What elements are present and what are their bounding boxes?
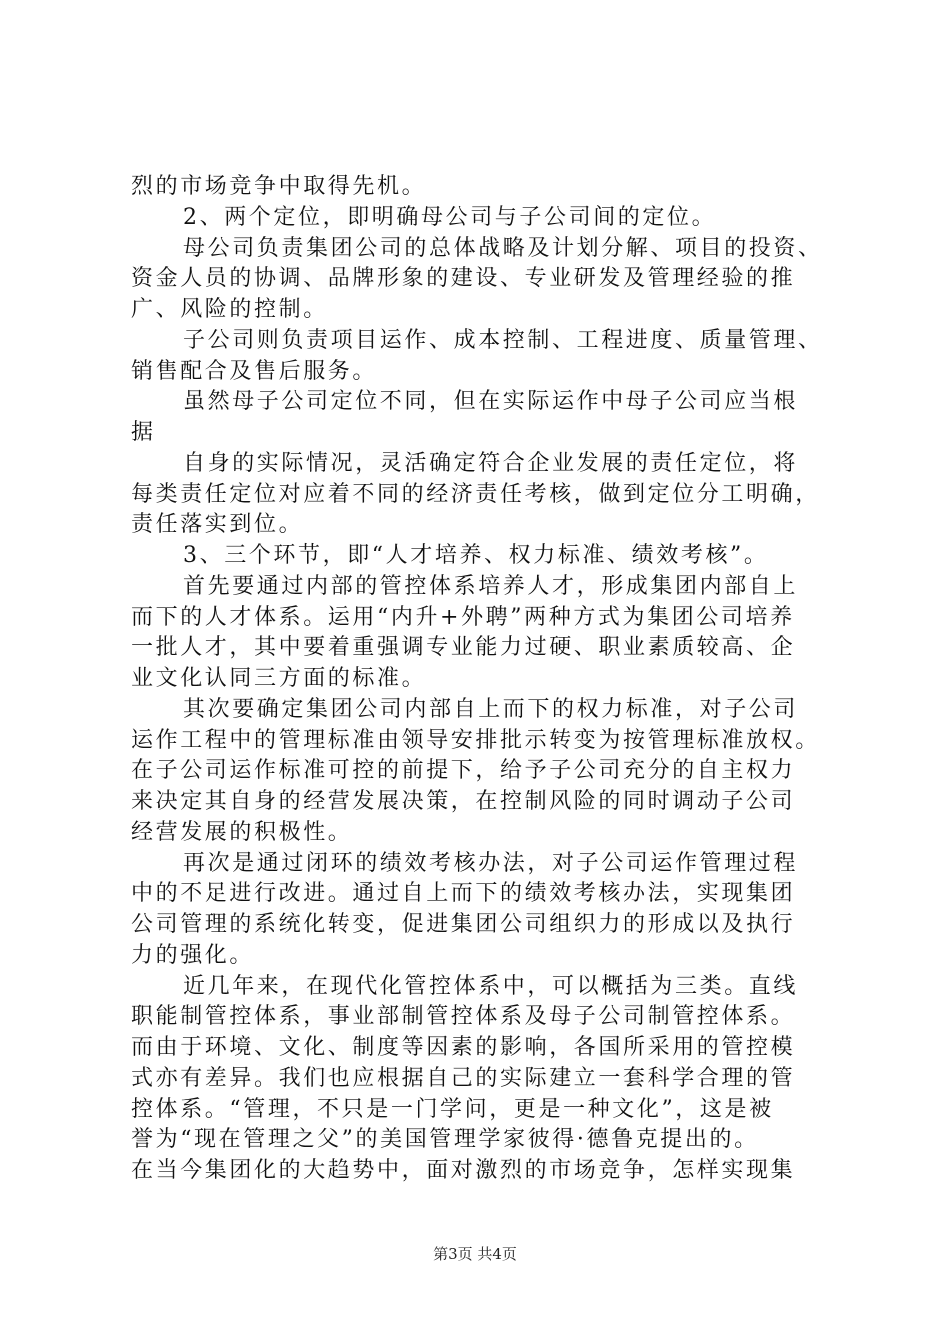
- document-body: [131, 172, 831, 1187]
- text-line: 公司管理的系统化转变，促进集团公司组织力的形成以及执行: [131, 912, 796, 937]
- text-line: 子公司则负责项目运作、成本控制、工程进度、质量管理、: [183, 327, 823, 353]
- text-line: 来决定其自身的经营发展决策，在控制风险的同时调动子公司: [131, 789, 796, 814]
- text-line: 资金人员的协调、品牌形象的建设、专业研发及管理经验的推: [131, 266, 796, 292]
- text-line: 运作工程中的管理标准由领导安排批示转变为按管理标准放权。: [131, 727, 820, 753]
- text-line: 职能制管控体系，事业部制管控体系及母子公司制管控体系。: [131, 1004, 796, 1030]
- text-line: 广、风险的控制。: [131, 297, 328, 322]
- text-line: 而下的人才体系。运用“内升+外聘”两种方式为集团公司培养: [131, 604, 795, 630]
- page-number: 第3页 共4页: [433, 1245, 517, 1263]
- section-heading: 3、三个环节，即“人才培养、权力标准、绩效考核”。: [183, 543, 769, 568]
- text-line: 控体系。“管理，不只是一门学问，更是一种文化”，这是被: [131, 1096, 774, 1122]
- text-line: 而由于环境、文化、制度等因素的影响，各国所采用的管控模: [131, 1035, 796, 1060]
- text-line: 力的强化。: [131, 942, 255, 968]
- section-heading: 2、两个定位，即明确母公司与子公司间的定位。: [183, 204, 717, 230]
- text-line: 再次是通过闭环的绩效考核办法，对子公司运作管理过程: [183, 850, 799, 876]
- text-line: 在子公司运作标准可控的前提下，给予子公司充分的自主权力: [131, 758, 796, 784]
- text-line: 近几年来，在现代化管控体系中，可以概括为三类。直线: [183, 973, 799, 999]
- text-line: 每类责任定位对应着不同的经济责任考核，做到定位分工明确，: [131, 481, 820, 507]
- text-line: 业文化认同三方面的标准。: [131, 666, 427, 691]
- text-line: 誉为“现在管理之父”的美国管理学家彼得·德鲁克提出的。: [131, 1127, 759, 1153]
- text-line: 式亦有差异。我们也应根据自己的实际建立一套科学合理的管: [131, 1065, 796, 1091]
- text-line: 经营发展的积极性。: [131, 819, 353, 845]
- text-line: 据: [131, 420, 156, 445]
- text-line: 责任落实到位。: [131, 512, 304, 538]
- text-line: 烈的市场竞争中取得先机。: [131, 174, 427, 199]
- text-line: 其次要确定集团公司内部自上而下的权力标准，对子公司: [183, 696, 799, 722]
- text-line: 销售配合及售后服务。: [131, 358, 378, 384]
- text-line: 在当今集团化的大趋势中，面对激烈的市场竞争，怎样实现集: [131, 1158, 796, 1183]
- text-line: 首先要通过内部的管控体系培养人才，形成集团内部自上: [183, 573, 799, 599]
- text-line: 中的不足进行改进。通过自上而下的绩效考核办法，实现集团: [131, 881, 796, 907]
- text-line: 一批人才，其中要着重强调专业能力过硬、职业素质较高、企: [131, 635, 796, 661]
- text-line: 虽然母子公司定位不同，但在实际运作中母子公司应当根: [183, 389, 799, 415]
- text-line: 自身的实际情况，灵活确定符合企业发展的责任定位，将: [183, 450, 799, 476]
- text-line: 母公司负责集团公司的总体战略及计划分解、项目的投资、: [183, 235, 823, 261]
